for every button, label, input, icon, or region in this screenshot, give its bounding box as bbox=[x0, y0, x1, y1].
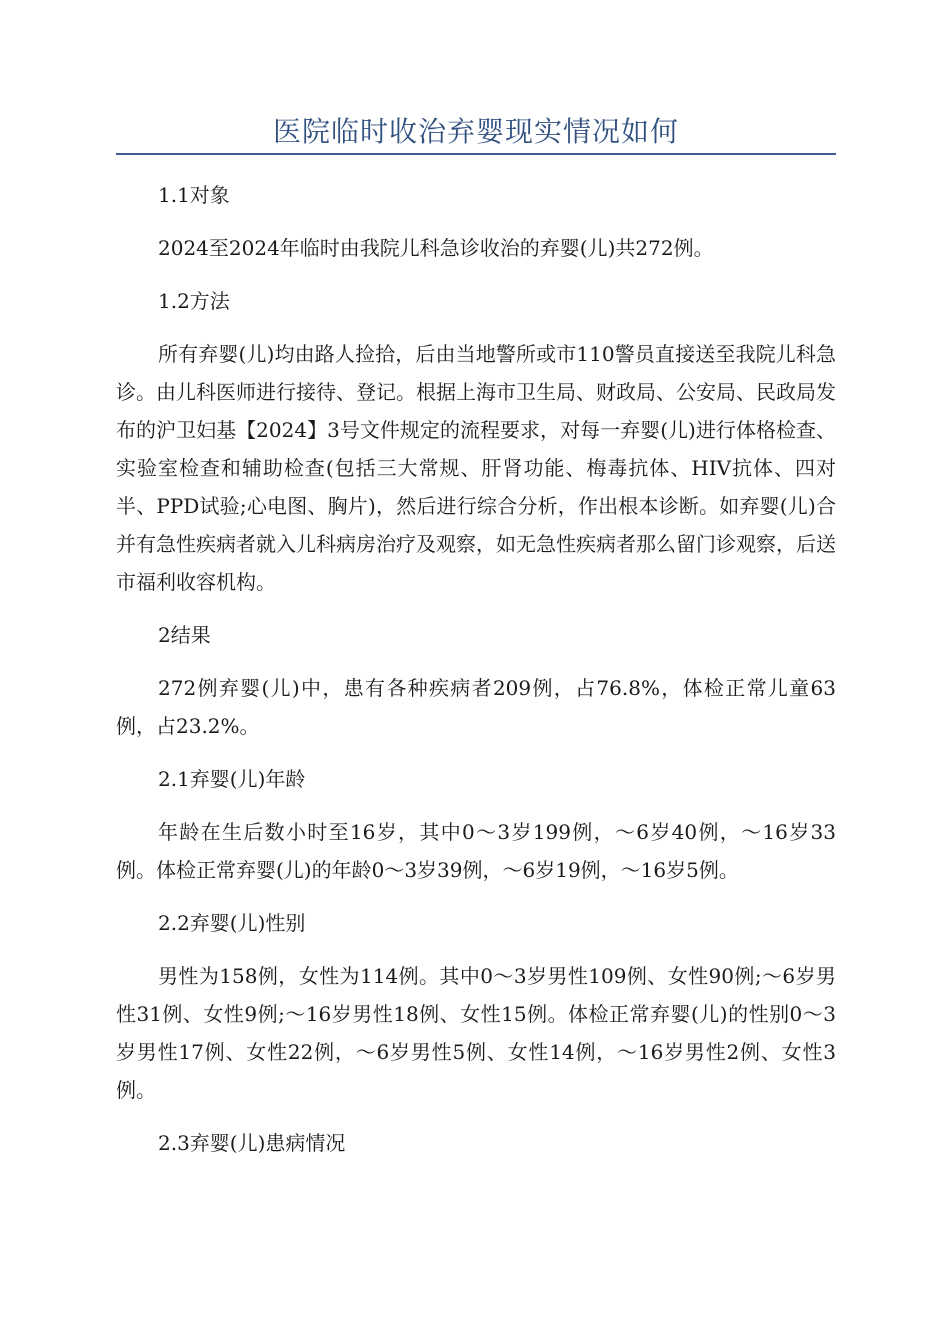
heading-2-3-illness: 2.3弃婴(儿)患病情况 bbox=[158, 1131, 346, 1155]
heading-1-1-subjects: 1.1对象 bbox=[158, 183, 230, 207]
heading-2-results: 2结果 bbox=[158, 623, 211, 647]
document-body bbox=[116, 176, 836, 1177]
title-underline bbox=[116, 153, 836, 155]
heading-1-2-methods: 1.2方法 bbox=[158, 289, 230, 313]
paragraph-methods: 所有弃婴(儿)均由路人捡拾，后由当地警所或市110警员直接送至我院儿科急诊。由儿科医师进行接待、登记。根据上海市卫生局、财政局、公安局、民政局发布的沪卫妇基【2024】3号文件规定的流程要求，对每一弃婴(儿)进行体格检查、实验室检查和辅助检查(包括三大常规、肝肾功能、梅毒抗体、HIV抗体、四对半、PPD试验;心电图、胸片)，然后进行综合分析，作出根本诊断。如弃婴(儿)合并有急性疾病者就入儿科病房治疗及观察，如无急性疾病者那么留门诊观察，后送市福利收容机构。 bbox=[116, 342, 836, 594]
paragraph-results: 272例弃婴(儿)中，患有各种疾病者209例，占76.8%，体检正常儿童63例，占23.2%。 bbox=[116, 676, 836, 738]
heading-2-2-gender: 2.2弃婴(儿)性别 bbox=[158, 911, 306, 935]
heading-2-1-age: 2.1弃婴(儿)年龄 bbox=[158, 767, 306, 791]
paragraph-subjects: 2024至2024年临时由我院儿科急诊收治的弃婴(儿)共272例。 bbox=[158, 236, 714, 260]
document-title: 医院临时收治弃婴现实情况如何 bbox=[272, 115, 679, 148]
paragraph-gender: 男性为158例，女性为114例。其中0～3岁男性109例、女性90例;～6岁男性31例、女性9例;～16岁男性18例、女性15例。体检正常弃婴(儿)的性别0～3岁男性17例、女性22例，～6岁男性5例、女性14例，～16岁男性2例、女性3例。 bbox=[116, 964, 836, 1102]
paragraph-age: 年龄在生后数小时至16岁，其中0～3岁199例，～6岁40例，～16岁33例。体检正常弃婴(儿)的年龄0～3岁39例，～6岁19例，～16岁5例。 bbox=[116, 820, 836, 882]
